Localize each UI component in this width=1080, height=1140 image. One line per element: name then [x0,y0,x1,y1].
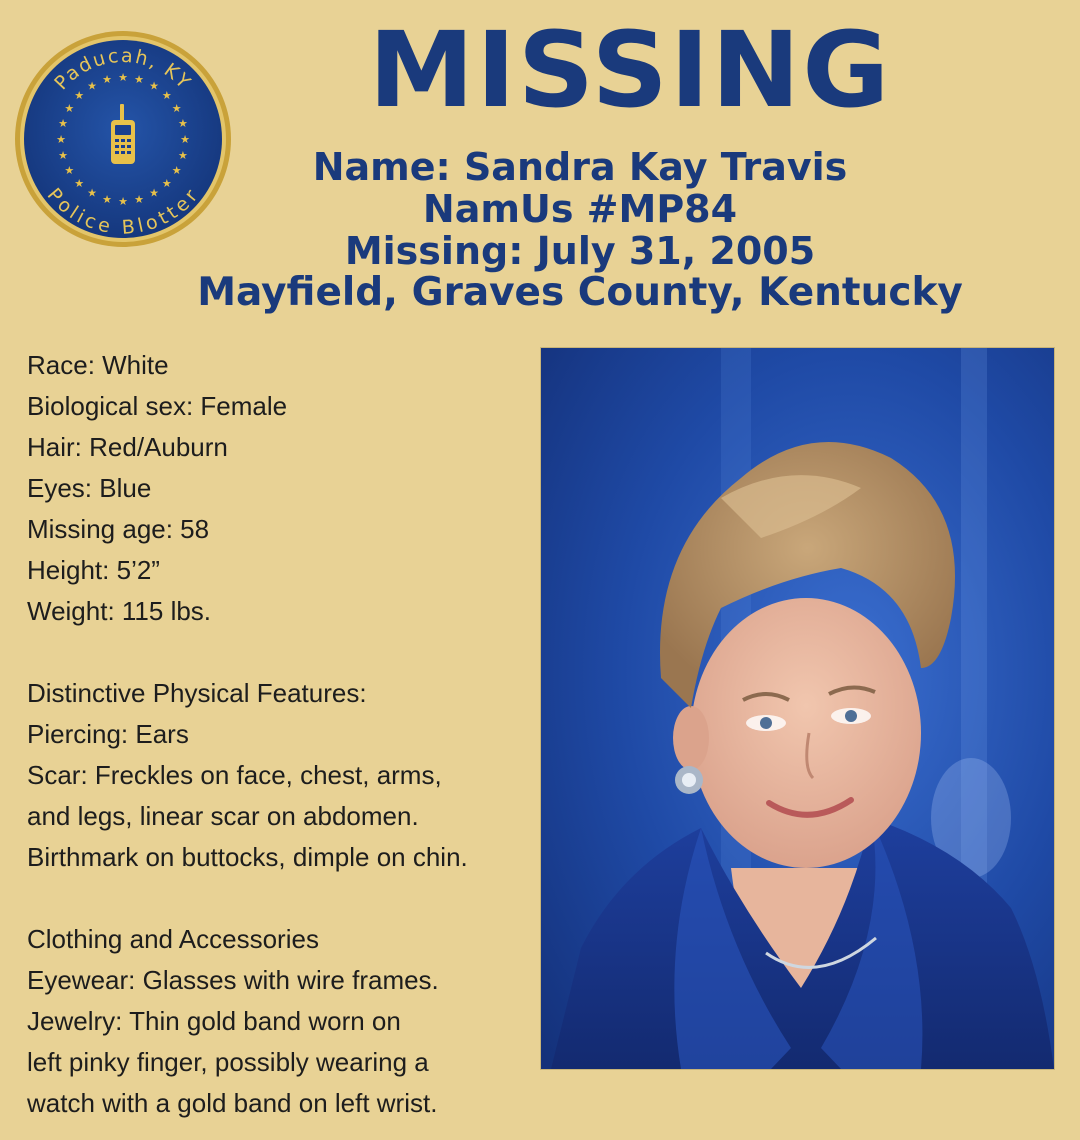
scar-line-1: Scar: Freckles on face, chest, arms, [27,760,442,790]
star-icon: ★ [74,90,85,103]
name-line: Name: Sandra Kay Travis [312,145,848,189]
eyewear-line: Eyewear: Glasses with wire frames. [27,965,439,995]
missing-date-line: Missing: July 31, 2005 [344,229,816,273]
birthmark-line: Birthmark on buttocks, dimple on chin. [27,842,468,872]
race-line: Race: White [27,350,169,380]
scar-line-2: and legs, linear scar on abdomen. [27,801,419,831]
sex-line: Biological sex: Female [27,391,288,421]
height-line: Height: 5’2” [27,555,160,585]
star-icon: ★ [102,193,112,206]
jewelry-line-3: watch with a gold band on left wrist. [27,1088,438,1118]
star-icon: ★ [102,74,112,87]
star-icon: ★ [149,187,159,200]
features-heading: Distinctive Physical Features: [27,678,367,708]
piercing-line: Piercing: Ears [27,719,189,749]
case-summary [150,146,1010,314]
missing-headline: MISSING [368,9,892,131]
star-icon: ★ [171,165,182,177]
star-icon: ★ [118,72,128,84]
star-icon: ★ [74,177,85,190]
weight-line: Weight: 115 lbs. [27,596,212,626]
star-icon: ★ [87,80,97,93]
jewelry-line-1: Jewelry: Thin gold band worn on [27,1006,401,1036]
missing-person-photo [540,347,1055,1070]
clothing-heading: Clothing and Accessories [27,924,319,954]
eyes-line: Eyes: Blue [27,473,152,503]
location-line: Mayfield, Graves County, Kentucky [197,270,963,315]
spacer [27,632,537,673]
star-icon: ★ [58,150,69,162]
star-icon: ★ [149,80,159,93]
star-icon: ★ [64,165,75,177]
age-line: Missing age: 58 [27,514,210,544]
physical-details [27,345,537,1124]
star-icon: ★ [177,118,188,130]
star-icon: ★ [118,196,128,208]
star-icon: ★ [134,74,144,87]
star-icon: ★ [161,177,172,190]
star-icon: ★ [161,90,172,103]
hair-line: Hair: Red/Auburn [27,432,228,462]
namus-line: NamUs #MP84 [422,187,738,231]
jewelry-line-2: left pinky finger, possibly wearing a [27,1047,429,1077]
star-icon: ★ [171,103,182,115]
logo-bottom-text: Police Blotter [42,184,204,239]
spacer [27,878,537,919]
star-icon: ★ [64,103,75,115]
logo-top-text: Paducah, KY [50,44,196,95]
star-icon: ★ [180,134,190,146]
star-icon: ★ [134,193,144,206]
star-icon: ★ [177,150,188,162]
star-icon: ★ [87,187,97,200]
star-icon: ★ [58,118,69,130]
star-icon: ★ [56,134,66,146]
